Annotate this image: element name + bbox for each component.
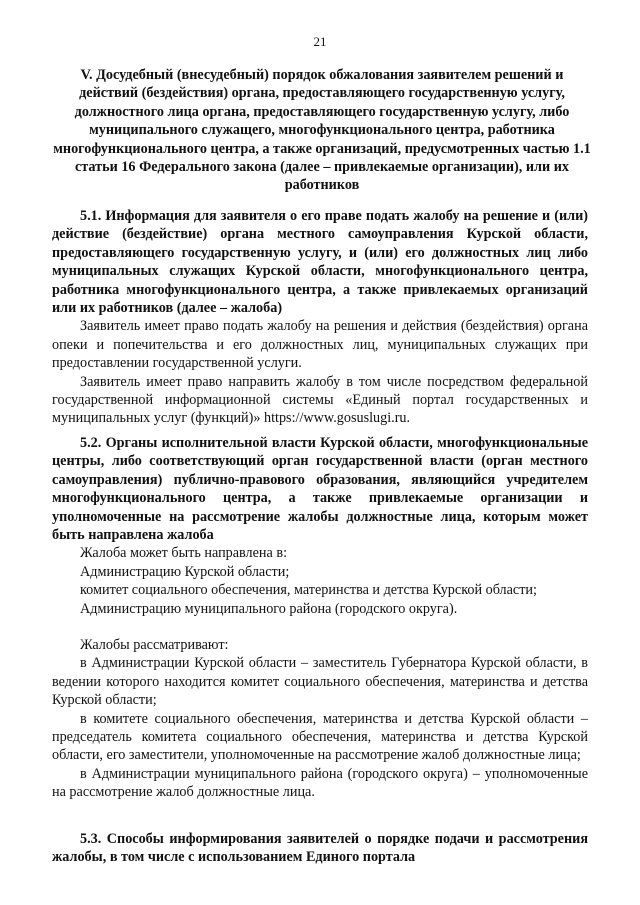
list-item: Администрацию муниципального района (городского округа). <box>80 600 458 617</box>
section-5-3 <box>52 830 588 867</box>
list-item: комитет социального обеспечения, материнства и детства Курской области; <box>80 582 537 599</box>
paragraph: в комитете социального обеспечения, материнства и детства Курской области – председатель комитета социального обеспечения, материнства и детства Курской области, его заместители, уполномоченные на рассмотрение жалоб должностные лица; <box>52 710 588 764</box>
paragraph: Заявитель имеет право подать жалобу на решения и действия (бездействия) органа опеки и попечительства и его должностных лиц, муниципальных служащих при предоставлении государственной услуги. <box>52 318 588 372</box>
paragraph: в Администрации муниципального района (городского округа) – уполномоченные на рассмотрение жалоб должностные лица. <box>52 765 588 801</box>
paragraph: Жалоба может быть направлена в: <box>80 545 288 562</box>
list-item: Администрацию Курской области; <box>80 563 290 580</box>
page-number: 21 <box>313 34 327 49</box>
paragraph: Заявитель имеет право направить жалобу в том числе посредством федеральной государственной информационной системы «Единый портал государственных и муниципальных услуг (функций)» https://www.gosuslugi.ru. <box>52 373 588 427</box>
section-heading: V. Досудебный (внесудебный) порядок обжалования заявителем решений и действий (бездействия) органа, предоставляющего государственную услугу, должностного лица органа, предоставляющего государственную услугу, либо муниципального служащего, многофункционального центра, работника многофункционального центра, а также организаций, предусмотренных частью 1.1 статьи 16 Федерального закона (далее – привлекаемые организации), или их работников <box>53 67 591 194</box>
section-5-2 <box>52 434 588 618</box>
review-block <box>52 636 588 802</box>
section-5-1 <box>52 207 588 428</box>
section-5-1-title: 5.1. Информация для заявителя о его праве подать жалобу на решение и (или) действие (бездействие) органа местного самоуправления Курской области, предоставляющего государственную услугу, и (или) его должностных лиц либо муниципальных служащих Курской области, многофункционального центра, работника многофункционального центра, а также привлекаемых организаций или их работников (далее – жалоба) <box>52 208 588 317</box>
paragraph: Жалобы рассматривают: <box>80 637 229 653</box>
section-5-2-title: 5.2. Органы исполнительной власти Курской области, многофункциональные центры, либо соответствующий орган государственной власти (орган местного самоуправления) публично-правового образования, являющийся учредителем многофункционального центра, а также привлекаемые организации и уполномоченные на рассмотрение жалобы должностные лица, которым может быть направлена жалоба <box>52 435 588 544</box>
section-5-3-title: 5.3. Способы информирования заявителей о порядке подачи и рассмотрения жалобы, в том числе с использованием Единого портала <box>52 831 588 866</box>
paragraph: в Администрации Курской области – заместитель Губернатора Курской области, в ведении которого находится комитет социального обеспечения, материнства и детства Курской области; <box>52 655 588 709</box>
